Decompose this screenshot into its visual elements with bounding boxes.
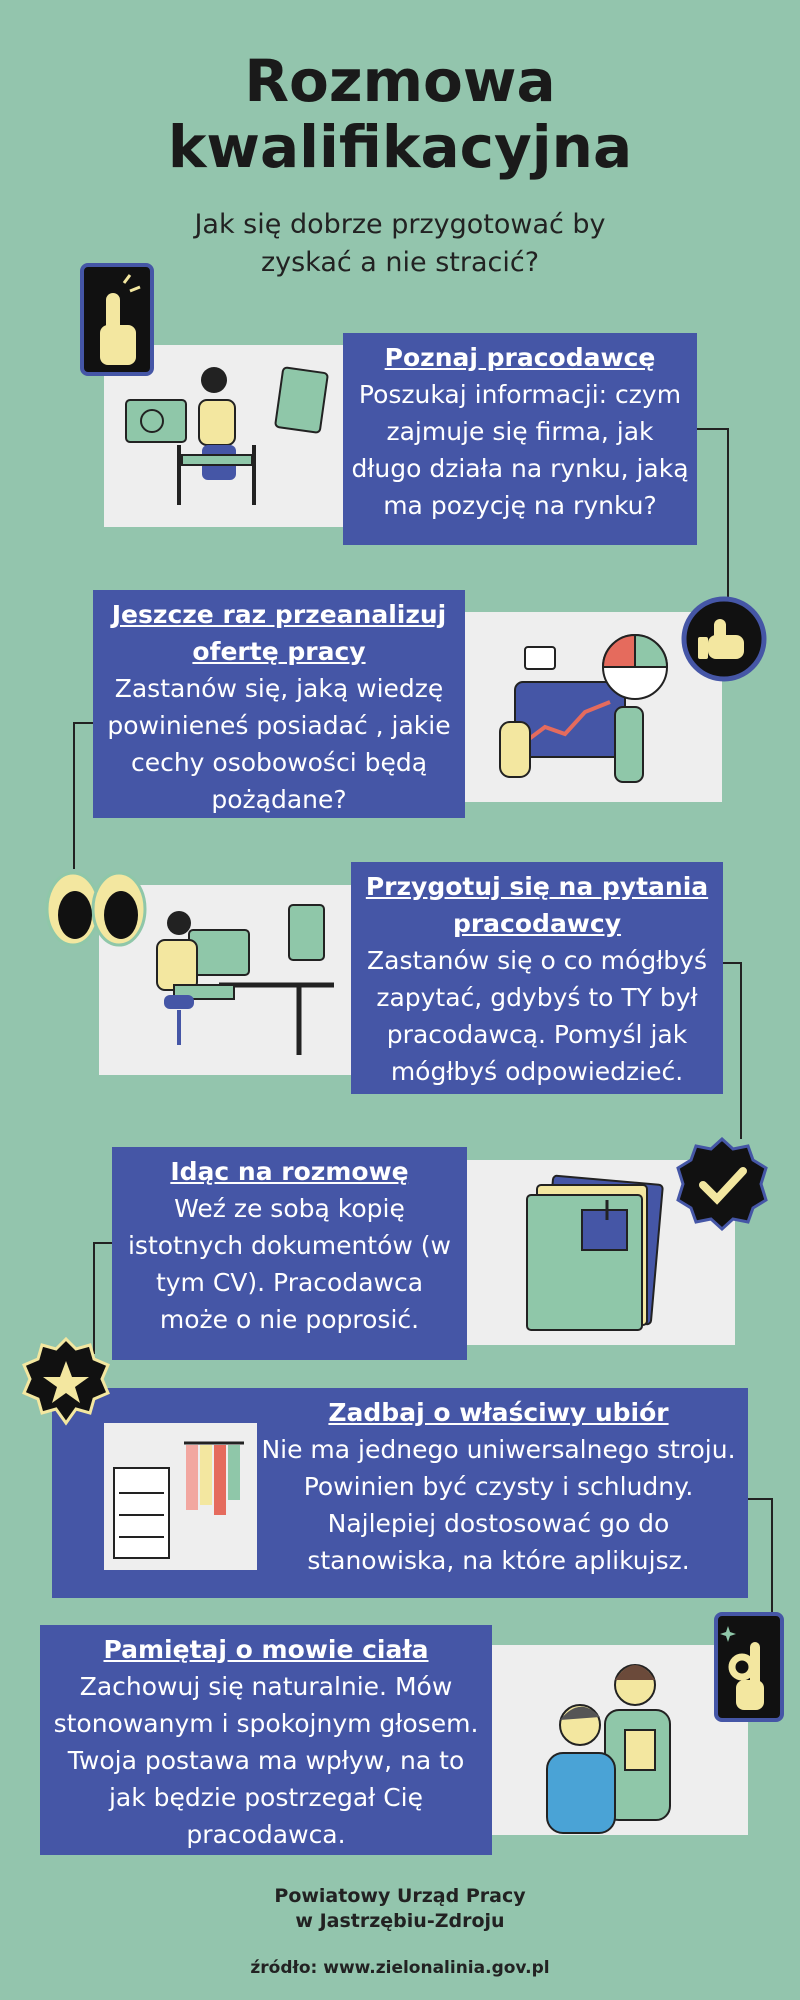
section-body: Poszukaj informacji: czym zajmuje się firma, jak długo działa na rynku, jaką ma pozycję na rynku? — [351, 380, 689, 520]
eyes-icon — [45, 868, 147, 950]
thumbs-up-icon — [680, 595, 768, 683]
source-link[interactable]: źródło: www.zielonalinia.gov.pl — [250, 1958, 550, 1978]
connector-line — [722, 962, 742, 1139]
wardrobe-illustration — [104, 1423, 257, 1570]
section-heading: Pamiętaj o mowie ciała — [103, 1635, 429, 1664]
section-card-1 — [343, 333, 697, 545]
ok-hand-icon — [714, 1612, 784, 1722]
section-body: Nie ma jednego uniwersalnego stroju. Powinien być czysty i schludny. Najlepiej dostosować go do stanowiska, na które aplikujsz. — [261, 1435, 736, 1575]
subtitle-line-2: zyskać a nie stracić? — [260, 247, 540, 278]
connector-line — [748, 1498, 773, 1615]
section-heading: Zadbaj o właściwy ubiór — [328, 1398, 669, 1427]
page-subtitle — [150, 206, 650, 282]
section-heading: Przygotuj się na pytania pracodawcy — [365, 872, 709, 938]
section-card-3 — [351, 862, 723, 1094]
star-badge-icon — [20, 1337, 112, 1429]
section-body: Zachowuj się naturalnie. Mów stonowanym i spokojnym głosem. Twoja postawa ma wpływ, na to jak będzie postrzegał Cię pracodawca. — [53, 1672, 479, 1849]
section-heading: Poznaj pracodawcę — [384, 343, 656, 372]
checkmark-badge-icon — [675, 1137, 769, 1231]
pointing-finger-icon — [80, 263, 154, 376]
footer-organization — [0, 1884, 800, 1934]
illustration-panel — [485, 1645, 748, 1835]
title-line-2: kwalifikacyjna — [167, 113, 633, 181]
title-line-1: Rozmowa — [244, 47, 556, 115]
section-body: Zastanów się o co mógłbyś zapytać, gdybyś to TY był pracodawcą. Pomyśl jak mógłbyś odpowiedzieć. — [367, 946, 707, 1086]
footer-line-2: w Jastrzębiu-Zdroju — [295, 1910, 505, 1932]
section-body: Weź ze sobą kopię istotnych dokumentów (w tym CV). Pracodawca może o nie poprosić. — [127, 1194, 452, 1334]
interview-people-illustration — [485, 1645, 748, 1835]
illustration-panel — [104, 1423, 257, 1570]
subtitle-line-1: Jak się dobrze przygotować by — [194, 209, 606, 240]
footer-line-1: Powiatowy Urząd Pracy — [274, 1885, 526, 1907]
section-heading: Jeszcze raz przeanalizuj ofertę pracy — [111, 600, 447, 666]
connector-line — [697, 428, 729, 600]
section-heading: Idąc na rozmowę — [170, 1157, 409, 1186]
page-title — [0, 48, 800, 180]
section-body: Zastanów się, jaką wiedzę powinieneś posiadać , jakie cechy osobowości będą pożądane? — [107, 674, 451, 814]
section-card-2 — [93, 590, 465, 818]
section-card-6 — [40, 1625, 492, 1855]
section-card-4 — [112, 1147, 467, 1360]
